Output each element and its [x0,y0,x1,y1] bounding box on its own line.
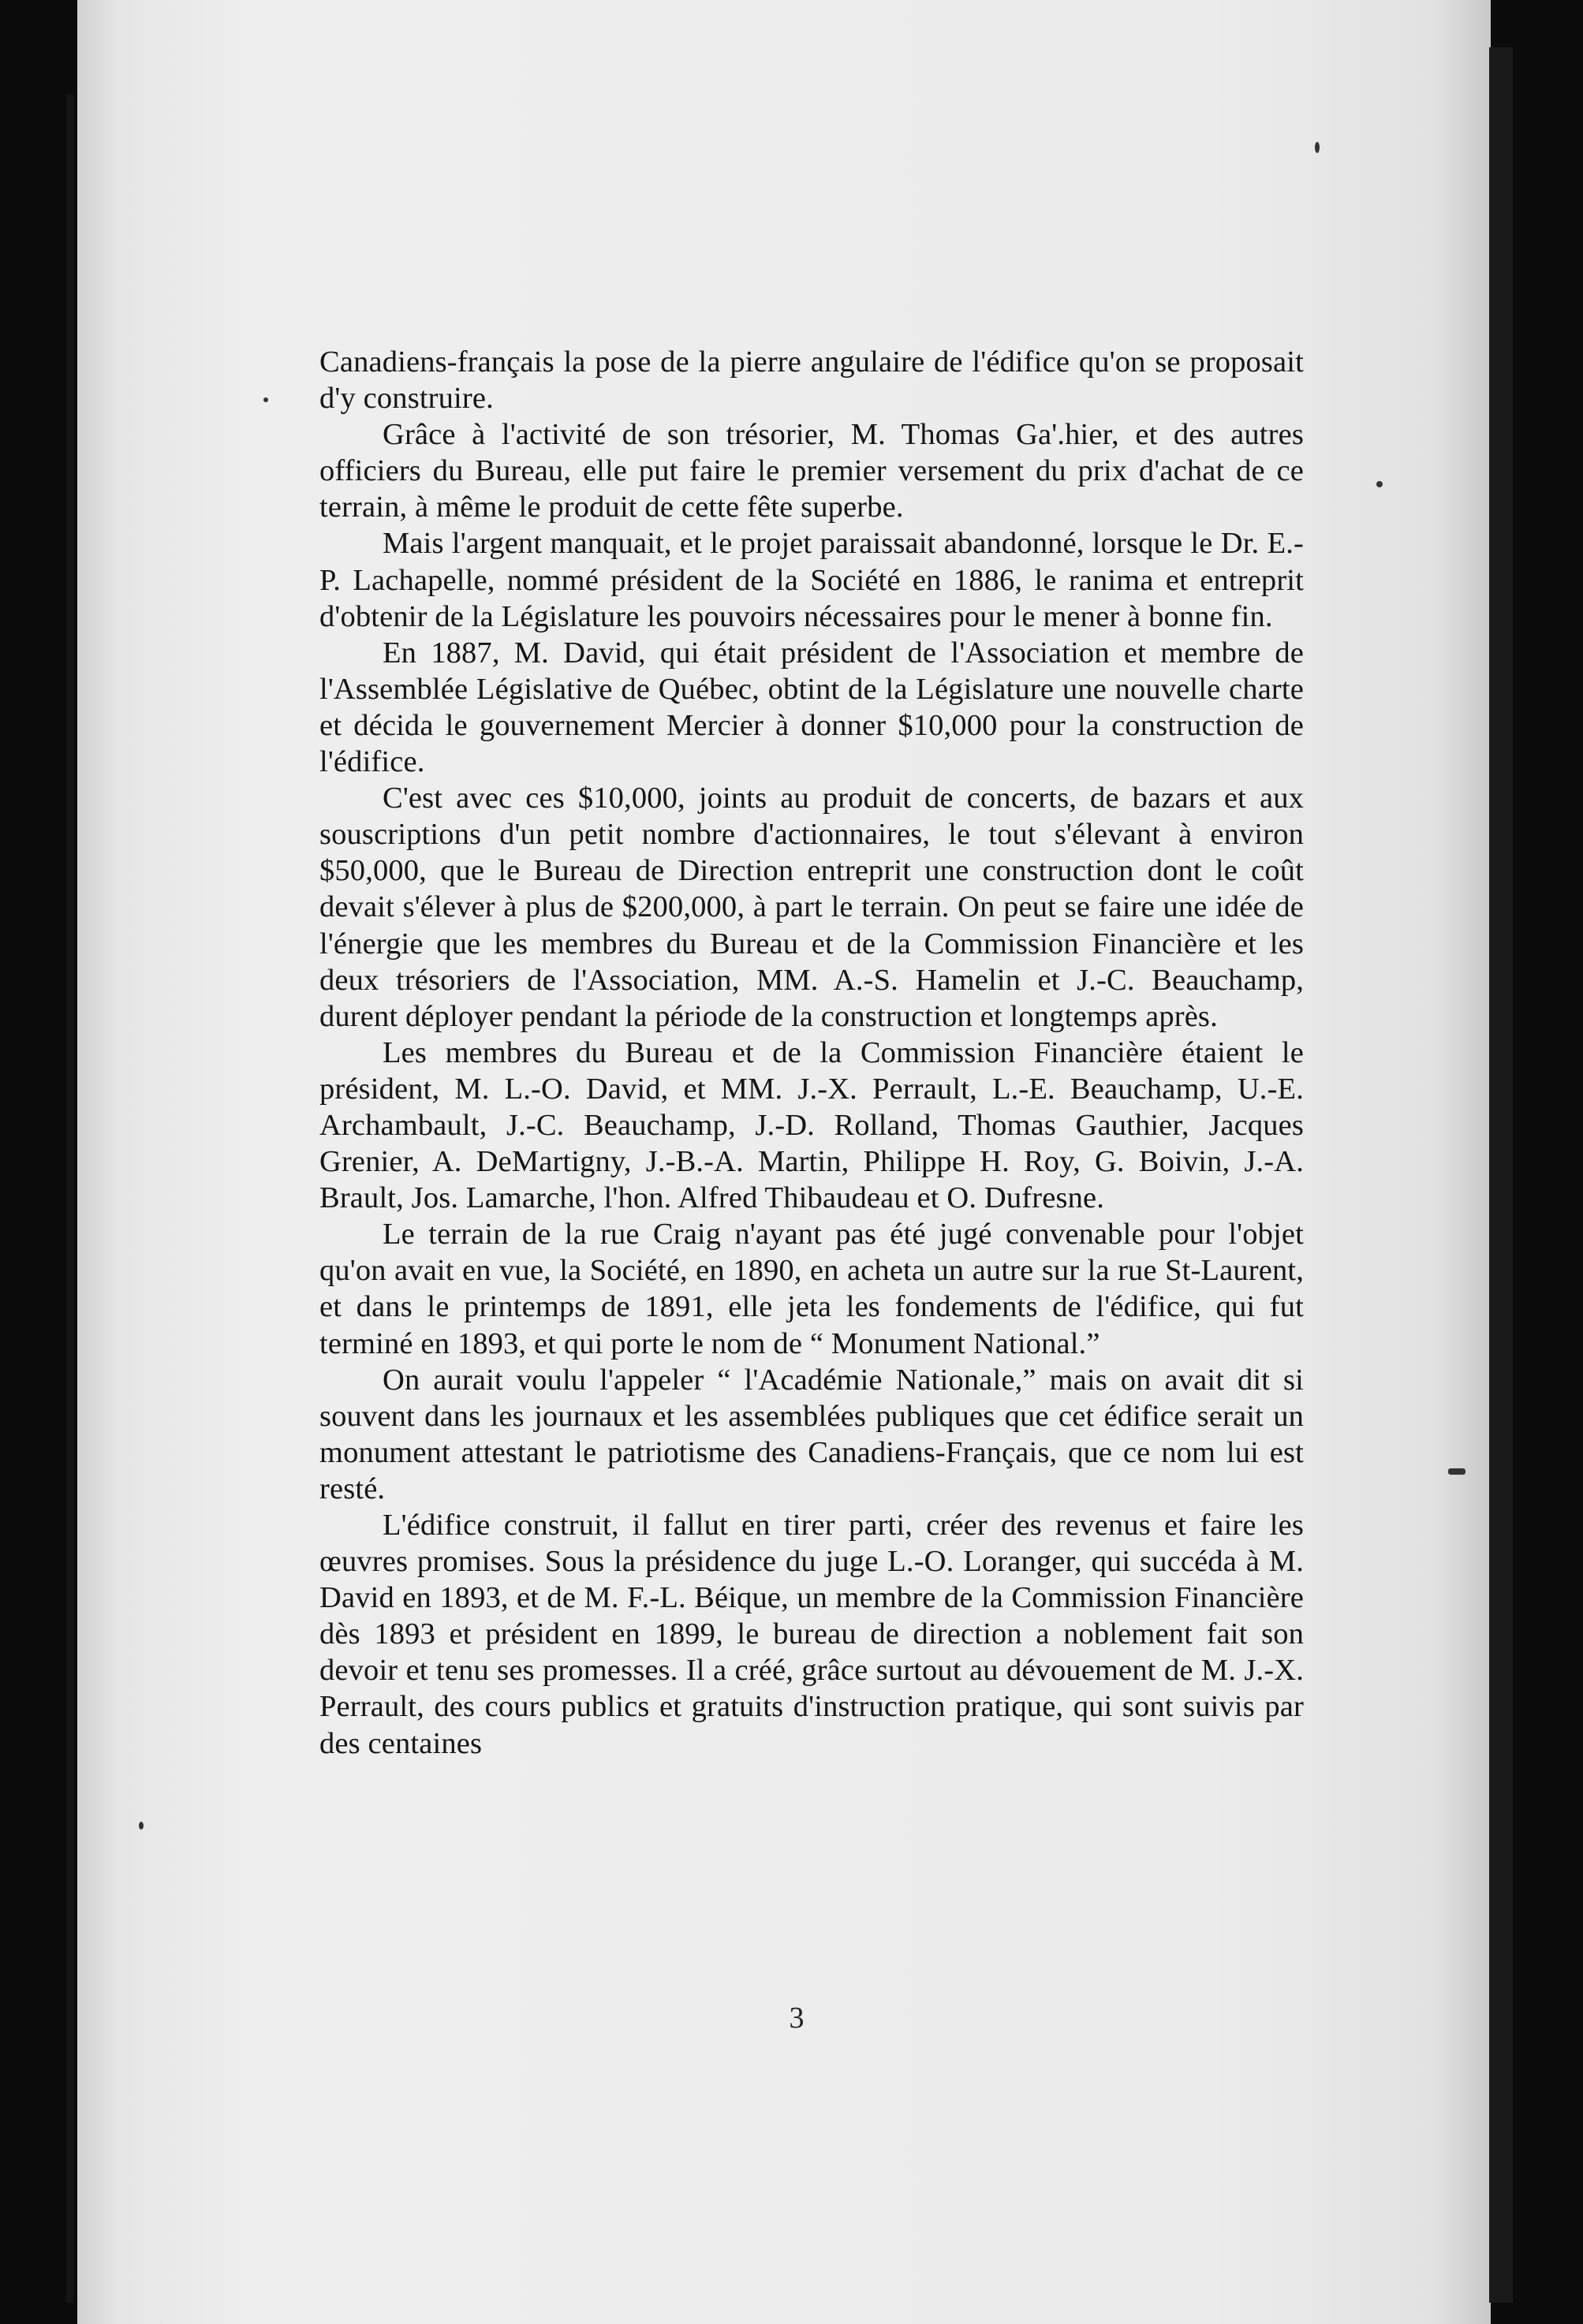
paragraph: Mais l'argent manquait, et le projet paraissait abandonné, lorsque le Dr. E.-P. Lachapelle, nommé président de la Société en 1886, le ranima et entreprit d'obtenir de la Législature les pouvoirs nécessaires pour le mener à bonne fin. [319,527,1304,633]
scan-speck [139,1822,144,1830]
scan-speck [263,397,268,402]
page-number: 3 [789,2001,805,2035]
scan-speck [1315,142,1320,153]
page-right-edge [1489,47,1513,2303]
binding-gutter-line [66,95,74,2303]
paragraph: Les membres du Bureau et de la Commission Financière étaient le président, M. L.-O. David, et MM. J.-X. Perrault, L.-E. Beauchamp, U.-E. Archambault, J.-C. Beauchamp, J.-D. Rolland, Thomas Gauthier, Jacques Grenier, A. DeMartigny, J.-B.-A. Martin, Philippe H. Roy, G. Boivin, J.-A. Brault, Jos. Lamarche, l'hon. Alfred Thibaudeau et O. Dufresne. [319,1035,1304,1215]
paragraph: C'est avec ces $10,000, joints au produit de concerts, de bazars et aux souscriptions d'un petit nombre d'actionnaires, le tout s'élevant à environ $50,000, que le Bureau de Direction entreprit une construction dont le coût devait s'élever à plus de $200,000, à part le terrain. On peut se faire une idée de l'énergie que les membres du Bureau et de la Commission Financière et les deux trésoriers de l'Association, MM. A.-S. Hamelin et J.-C. Beauchamp, durent déployer pendant la période de la construction et longtemps après. [319,782,1304,1033]
paragraph: On aurait voulu l'appeler “ l'Académie Nationale,” mais on avait dit si souvent dans les journaux et les assemblées publiques que cet édifice serait un monument attestant le patriotisme des Canadiens-Français, que ce nom lui est resté. [319,1363,1304,1505]
paragraph: Canadiens-français la pose de la pierre angulaire de l'édifice qu'on se proposait d'y construire. [319,345,1304,416]
scan-speck [1448,1468,1465,1475]
paragraph: En 1887, M. David, qui était président de l'Association et membre de l'Assemblée Législative de Québec, obtint de la Législature une nouvelle charte et décida le gouvernement Mercier à donner $10,000 pour la construction de l'édifice. [319,636,1304,779]
paragraph: L'édifice construit, il fallut en tirer parti, créer des revenus et faire les œuvres promises. Sous la présidence du juge L.-O. Loranger, qui succéda à M. David en 1893, et de M. F.-L. Béique, un membre de la Commission Financière dès 1893 et président en 1899, le bureau de direction a noblement fait son devoir et tenu ses promesses. Il a créé, grâce surtout au dévouement de M. J.-X. Perrault, des cours publics et gratuits d'instruction pratique, qui sont suivis par des centaines [319,1509,1304,1760]
paragraph: Le terrain de la rue Craig n'ayant pas été jugé convenable pour l'objet qu'on avait en vue, la Société, en 1890, en acheta un autre sur la rue St-Laurent, et dans le printemps de 1891, elle jeta les fondements de l'édifice, qui fut terminé en 1893, et qui porte le nom de “ Monument National.” [319,1218,1304,1360]
body-text [319,344,1304,1762]
paragraph: Grâce à l'activité de son trésorier, M. Thomas Ga'.hier, et des autres officiers du Bureau, elle put faire le premier versement du prix d'achat de ce terrain, à même le produit de cette fête superbe. [319,418,1304,524]
scan-speck [1376,481,1383,487]
